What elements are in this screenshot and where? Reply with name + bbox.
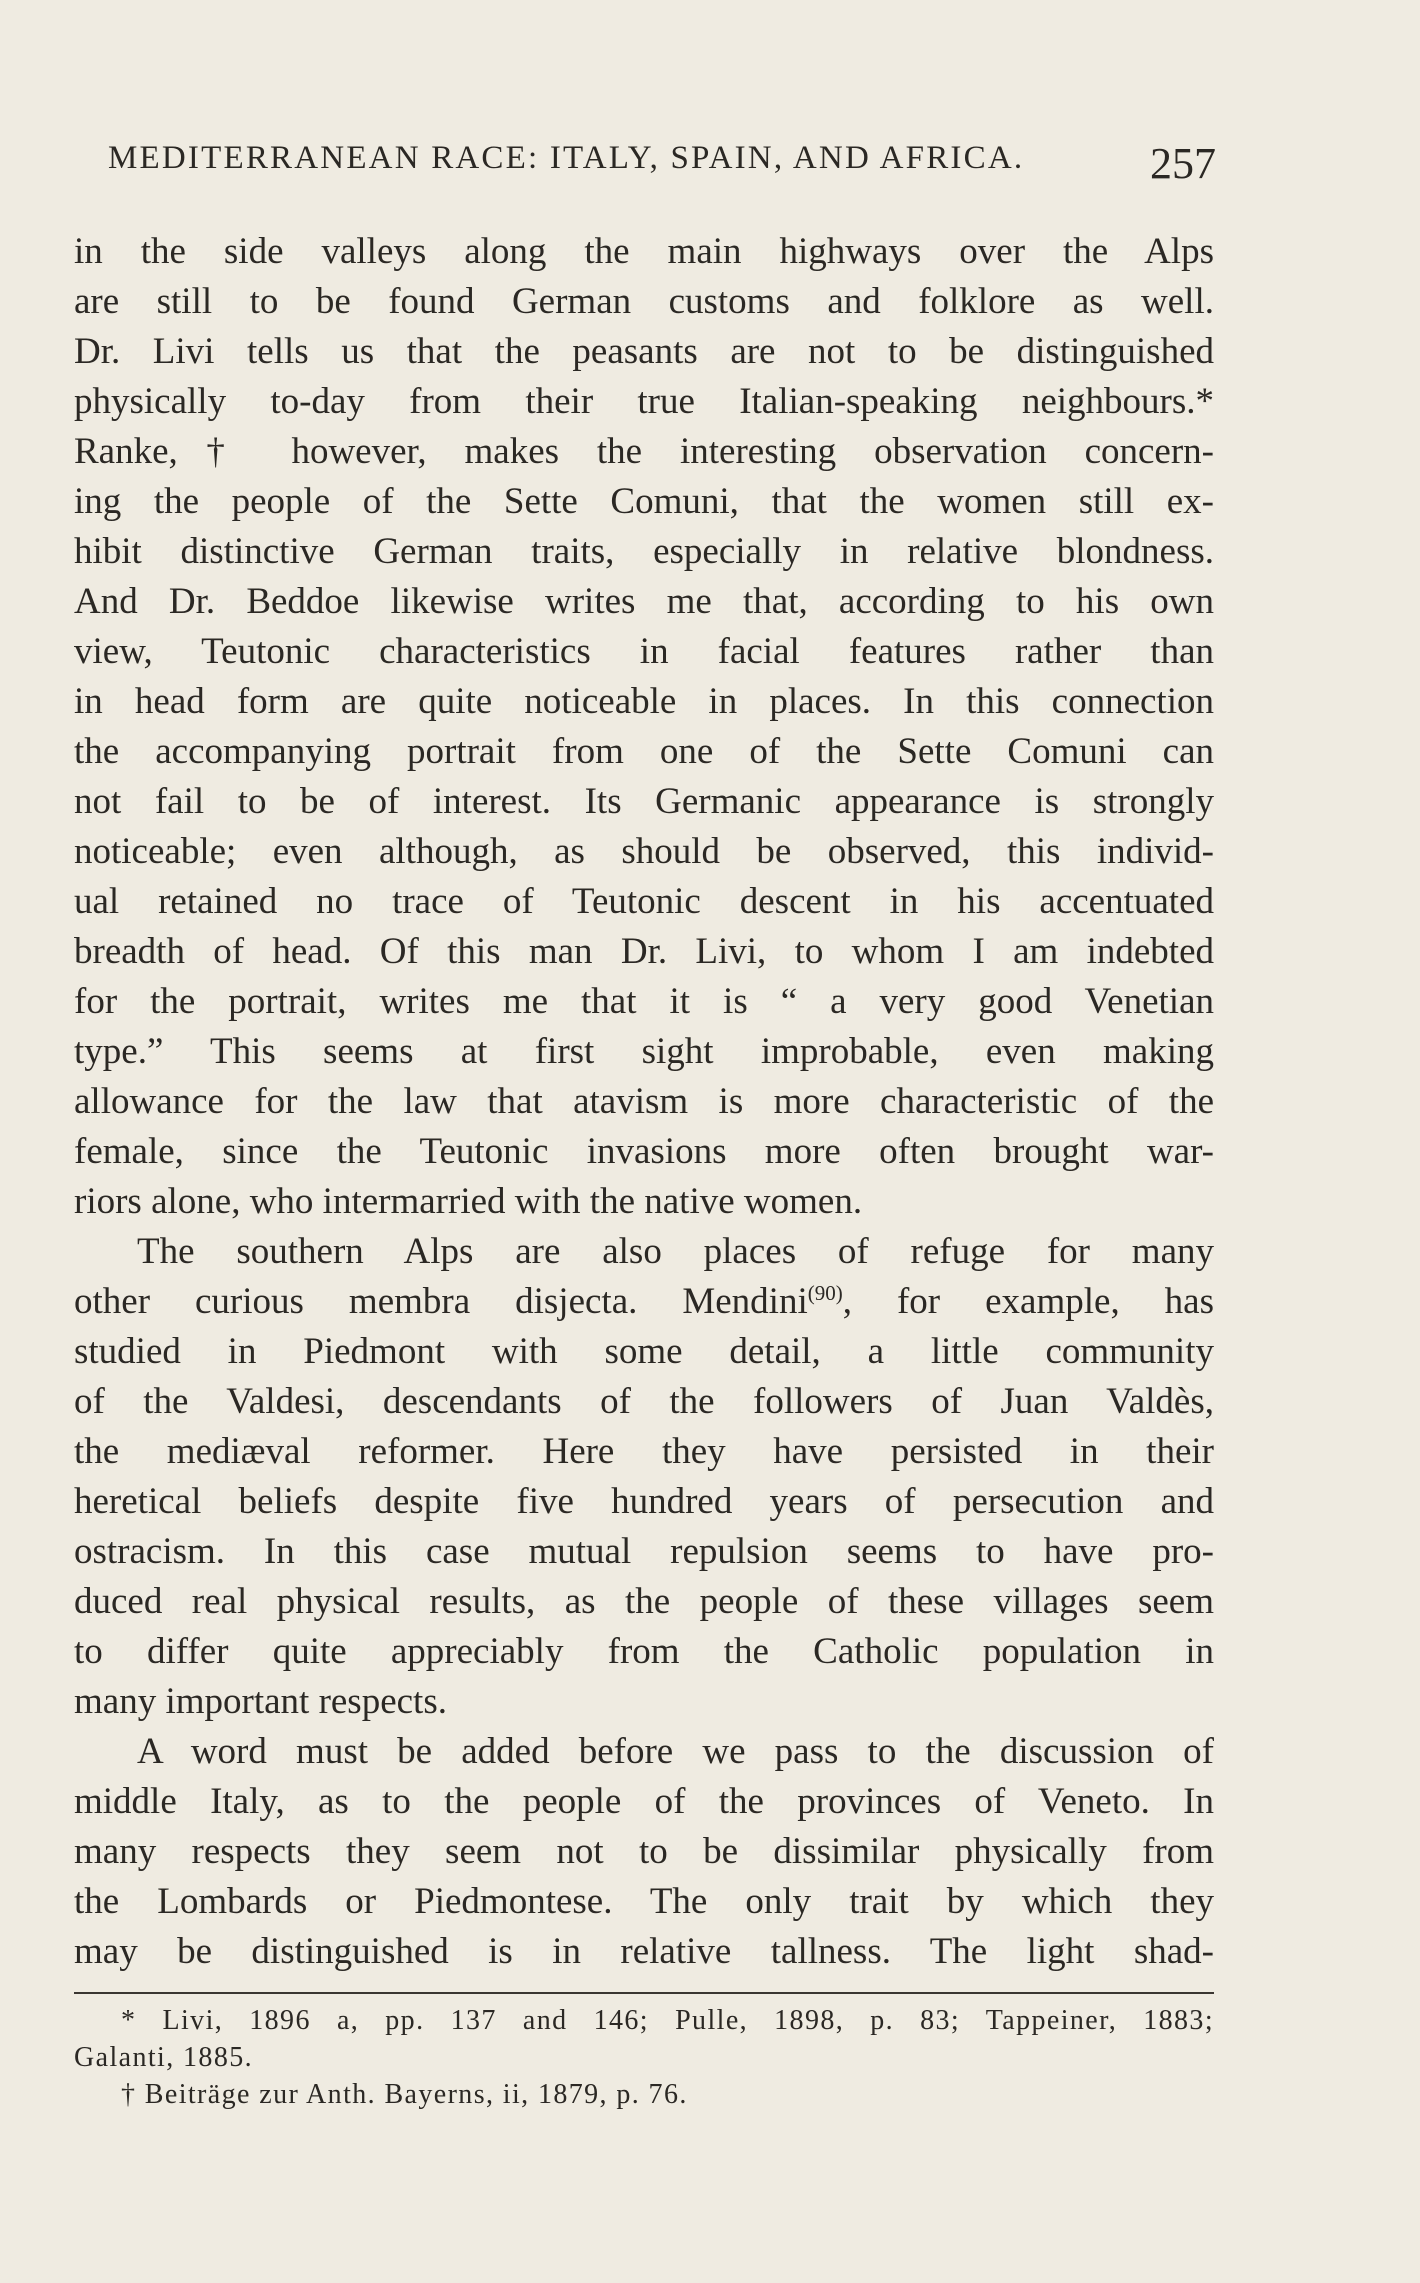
text-line: may be distinguished is in relative tallness. The light shad- — [74, 1931, 1214, 1972]
text-line: A word must be added before we pass to the discussion of — [137, 1731, 1214, 1772]
text-line: The southern Alps are also places of refuge for many — [137, 1231, 1214, 1272]
text-line: in head form are quite noticeable in places. In this connection — [74, 681, 1214, 722]
text-line: are still to be found German customs and folklore as well. — [74, 281, 1214, 322]
text-line: And Dr. Beddoe likewise writes me that, according to his own — [74, 581, 1214, 622]
page-number: 257 — [1150, 139, 1216, 188]
text-line: duced real physical results, as the people of these villages seem — [74, 1581, 1214, 1622]
text-line: the Lombards or Piedmontese. The only trait by which they — [74, 1881, 1214, 1922]
text-line: in the side valleys along the main highways over the Alps — [74, 231, 1214, 272]
text-line: many respects they seem not to be dissimilar physically from — [74, 1831, 1214, 1872]
text-line: type.” This seems at first sight improbable, even making — [74, 1031, 1214, 1072]
text-line: Dr. Livi tells us that the peasants are not to be distinguished — [74, 331, 1214, 372]
text-line: ual retained no trace of Teutonic descent in his accentuated — [74, 881, 1214, 922]
text-line: breadth of head. Of this man Dr. Livi, to whom I am indebted — [74, 931, 1214, 972]
footnote-line: Galanti, 1885. — [74, 2042, 254, 2073]
running-header: MEDITERRANEAN RACE: ITALY, SPAIN, AND AFRICA. — [108, 140, 1025, 176]
reference-marker: (90) — [807, 1281, 843, 1305]
text-line: to differ quite appreciably from the Catholic population in — [74, 1631, 1214, 1672]
footnote-divider — [74, 1992, 1214, 1994]
text-line: ostracism. In this case mutual repulsion seems to have pro- — [74, 1531, 1214, 1572]
text-line: ing the people of the Sette Comuni, that the women still ex- — [74, 481, 1214, 522]
text-line: studied in Piedmont with some detail, a little community — [74, 1331, 1214, 1372]
text-line: noticeable; even although, as should be observed, this individ- — [74, 831, 1214, 872]
text-line: for the portrait, writes me that it is “ a very good Venetian — [74, 981, 1214, 1022]
text-segment: other curious membra disjecta. Mendini — [74, 1281, 808, 1322]
text-line: allowance for the law that atavism is more characteristic of the — [74, 1081, 1214, 1122]
body-text — [74, 227, 1214, 1977]
text-line: view, Teutonic characteristics in facial features rather than — [74, 631, 1214, 672]
text-line: the accompanying portrait from one of the Sette Comuni can — [74, 731, 1214, 772]
text-line: the mediæval reformer. Here they have persisted in their — [74, 1431, 1214, 1472]
text-line: female, since the Teutonic invasions more often brought war- — [74, 1131, 1214, 1172]
text-line: Ranke,† however, makes the interesting observation concern- — [74, 431, 1214, 472]
text-line: not fail to be of interest. Its Germanic appearance is strongly — [74, 781, 1214, 822]
footnote-line: * Livi, 1896 a, pp. 137 and 146; Pulle, 1898, p. 83; Tappeiner, 1883; — [121, 2005, 1214, 2036]
text-line: middle Italy, as to the people of the provinces of Veneto. In — [74, 1781, 1214, 1822]
text-line: many important respects. — [74, 1681, 447, 1722]
text-segment: , for example, has — [842, 1281, 1214, 1322]
footnote-line: † Beiträge zur Anth. Bayerns, ii, 1879, p. 76. — [121, 2079, 688, 2110]
text-line: of the Valdesi, descendants of the followers of Juan Valdès, — [74, 1381, 1214, 1422]
text-line: physically to-day from their true Italian-speaking neighbours.* — [74, 381, 1214, 422]
text-line — [74, 1277, 1214, 1327]
text-line: hibit distinctive German traits, especially in relative blondness. — [74, 531, 1214, 572]
text-line: riors alone, who intermarried with the native women. — [74, 1181, 863, 1222]
footnotes — [74, 2002, 1214, 2113]
text-line: heretical beliefs despite five hundred years of persecution and — [74, 1481, 1214, 1522]
